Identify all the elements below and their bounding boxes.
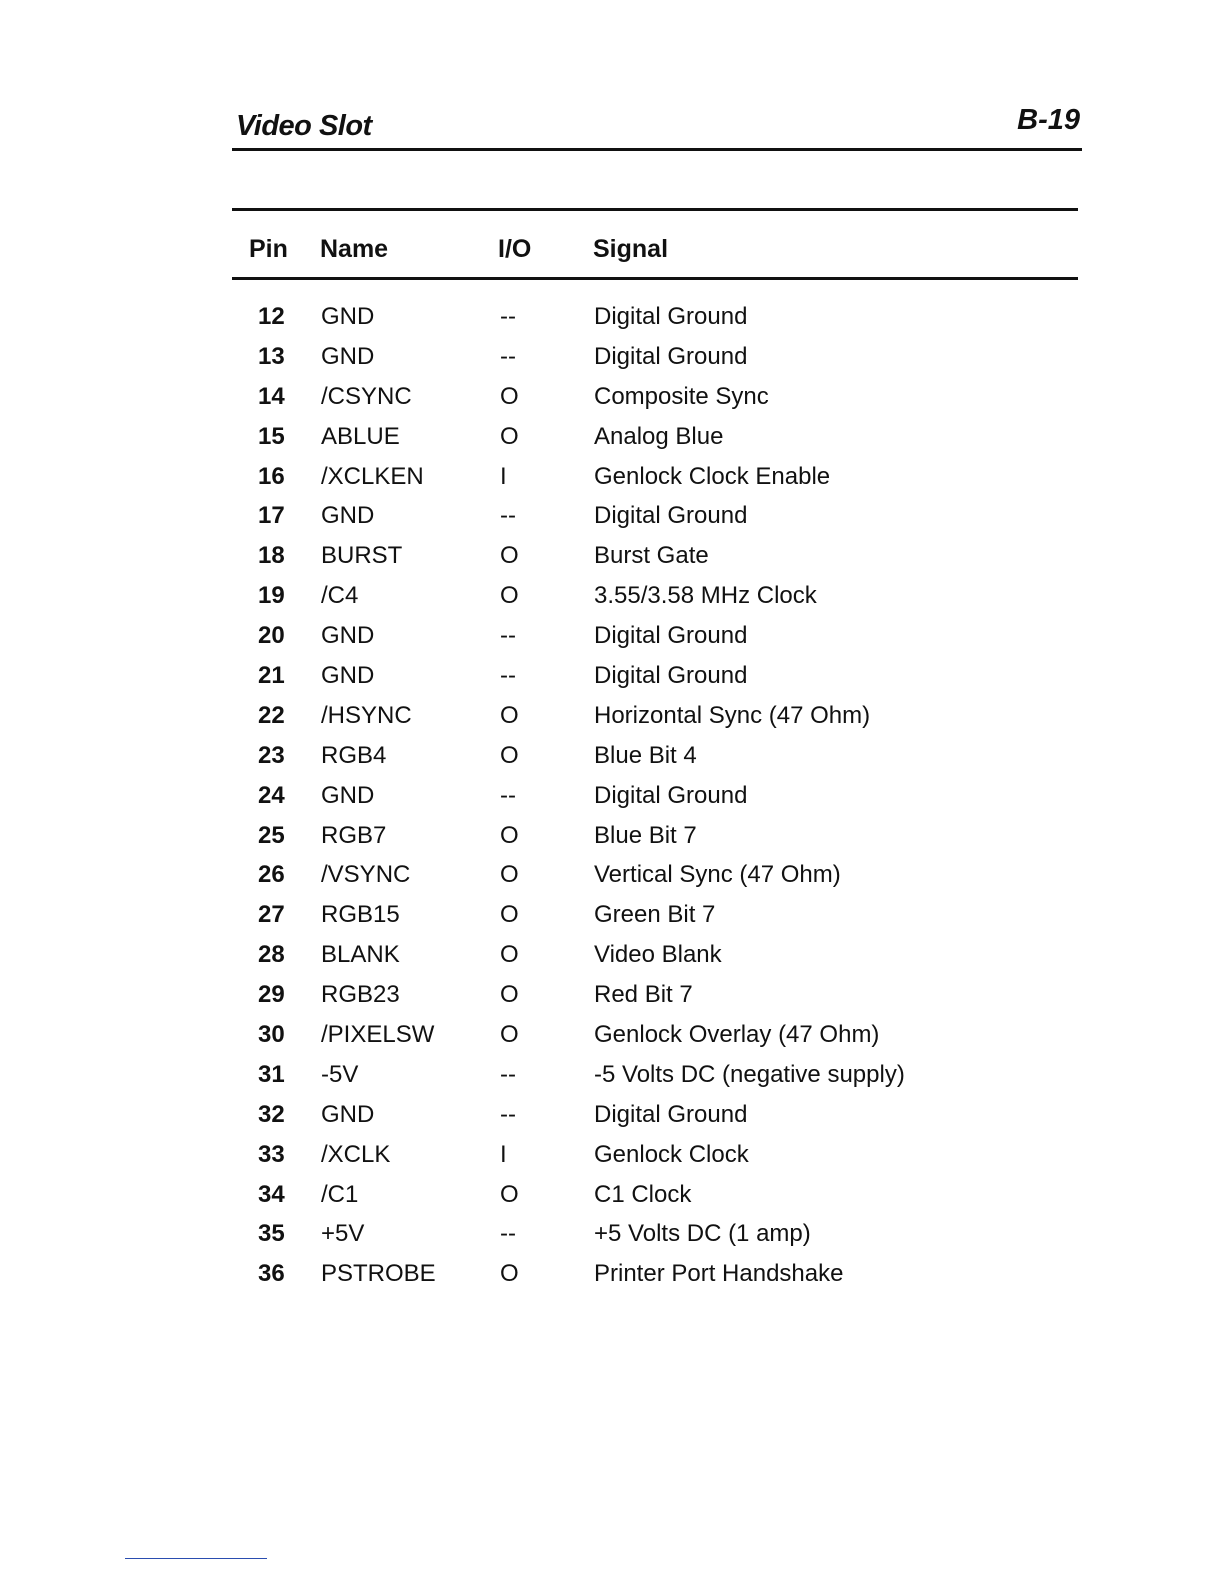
- pin-cell: 35: [258, 1220, 285, 1248]
- column-header-name: Name: [320, 235, 389, 263]
- signal-cell: +5 Volts DC (1 amp): [594, 1220, 811, 1248]
- name-cell: /PIXELSW: [321, 1021, 435, 1049]
- pin-cell: 36: [258, 1260, 285, 1288]
- io-cell: --: [500, 303, 516, 330]
- table-row: [232, 779, 1078, 819]
- io-cell: O: [500, 741, 519, 769]
- signal-cell: Digital Ground: [594, 781, 748, 809]
- table-row: [232, 978, 1078, 1018]
- name-cell: /XCLKEN: [321, 462, 424, 490]
- io-cell: O: [500, 542, 519, 570]
- io-cell: O: [500, 941, 519, 969]
- signal-cell: Printer Port Handshake: [594, 1260, 844, 1288]
- pin-cell: 33: [258, 1140, 285, 1168]
- name-cell: BURST: [321, 542, 403, 570]
- pin-cell: 23: [258, 741, 285, 769]
- pin-cell: 21: [258, 662, 285, 690]
- signal-cell: Genlock Clock: [594, 1140, 749, 1168]
- table-row: [232, 1257, 1078, 1297]
- name-cell: PSTROBE: [321, 1260, 436, 1288]
- signal-cell: Digital Ground: [594, 622, 748, 650]
- name-cell: GND: [321, 662, 375, 690]
- name-cell: RGB7: [321, 821, 387, 849]
- pin-cell: 26: [258, 861, 285, 889]
- io-cell: --: [500, 1100, 516, 1128]
- signal-cell: Composite Sync: [594, 382, 769, 410]
- signal-cell: Digital Ground: [594, 342, 748, 370]
- name-cell: +5V: [321, 1220, 365, 1248]
- io-cell: --: [500, 1220, 516, 1248]
- name-cell: GND: [321, 622, 375, 650]
- pin-cell: 31: [258, 1060, 285, 1088]
- name-cell: ABLUE: [321, 422, 400, 450]
- table-row: [232, 819, 1078, 859]
- pin-cell: 16: [258, 462, 285, 490]
- io-cell: O: [500, 701, 519, 729]
- signal-cell: Genlock Clock Enable: [594, 462, 831, 490]
- name-cell: BLANK: [321, 941, 400, 969]
- signal-cell: Digital Ground: [594, 1100, 748, 1128]
- name-cell: /VSYNC: [321, 861, 411, 889]
- pin-cell: 22: [258, 701, 285, 729]
- signal-cell: 3.55/3.58 MHz Clock: [594, 582, 817, 610]
- name-cell: /HSYNC: [321, 701, 412, 729]
- column-header-pin: Pin: [249, 235, 288, 263]
- name-cell: /XCLK: [321, 1140, 391, 1168]
- table-row: [232, 1018, 1078, 1058]
- pin-cell: 29: [258, 981, 285, 1009]
- name-cell: RGB23: [321, 981, 400, 1009]
- table-row: [232, 380, 1078, 420]
- signal-cell: C1 Clock: [594, 1180, 692, 1208]
- io-cell: I: [500, 1140, 507, 1168]
- pin-cell: 13: [258, 342, 285, 370]
- table-row: [232, 739, 1078, 779]
- pin-cell: 32: [258, 1100, 285, 1128]
- signal-cell: Digital Ground: [594, 662, 748, 690]
- name-cell: GND: [321, 342, 375, 370]
- table-row: [232, 1098, 1078, 1138]
- table-row: [232, 539, 1078, 579]
- table-row: [232, 858, 1078, 898]
- signal-cell: Analog Blue: [594, 422, 724, 450]
- signal-cell: Genlock Overlay (47 Ohm): [594, 1021, 880, 1049]
- io-cell: O: [500, 1260, 519, 1288]
- signal-cell: Green Bit 7: [594, 901, 716, 929]
- signal-cell: -5 Volts DC (negative supply): [594, 1060, 905, 1088]
- io-cell: O: [500, 821, 519, 849]
- pin-cell: 15: [258, 422, 285, 450]
- table-row: [232, 300, 1078, 340]
- io-cell: O: [500, 981, 519, 1009]
- io-cell: --: [500, 662, 516, 690]
- io-cell: O: [500, 582, 519, 610]
- pin-cell: 28: [258, 941, 285, 969]
- pin-cell: 19: [258, 582, 285, 610]
- table-body: [232, 280, 1078, 1297]
- table-row: [232, 699, 1078, 739]
- io-cell: O: [500, 901, 519, 929]
- section-title: Video Slot: [236, 110, 372, 142]
- io-cell: --: [500, 342, 516, 370]
- table-row: [232, 460, 1078, 500]
- table-row: [232, 1138, 1078, 1178]
- table-row: [232, 938, 1078, 978]
- table-row: [232, 499, 1078, 539]
- io-cell: O: [500, 1180, 519, 1208]
- pin-table: [232, 208, 1078, 1297]
- pin-cell: 27: [258, 901, 285, 929]
- table-header: [232, 208, 1078, 280]
- name-cell: GND: [321, 502, 375, 530]
- signal-cell: Vertical Sync (47 Ohm): [594, 861, 841, 889]
- name-cell: RGB15: [321, 901, 400, 929]
- pin-cell: 34: [258, 1180, 285, 1208]
- signal-cell: Horizontal Sync (47 Ohm): [594, 701, 871, 729]
- name-cell: RGB4: [321, 741, 387, 769]
- table-row: [232, 619, 1078, 659]
- signal-cell: Blue Bit 4: [594, 741, 697, 769]
- pin-cell: 20: [258, 622, 285, 650]
- page-header: [232, 104, 1082, 151]
- pin-cell: 14: [258, 382, 285, 410]
- io-cell: O: [500, 422, 519, 450]
- pin-cell: 12: [258, 303, 285, 330]
- name-cell: GND: [321, 303, 375, 330]
- table-row: [232, 579, 1078, 619]
- io-cell: I: [500, 462, 507, 490]
- io-cell: O: [500, 1021, 519, 1049]
- io-cell: --: [500, 502, 516, 530]
- signal-cell: Video Blank: [594, 941, 722, 969]
- signal-cell: Digital Ground: [594, 502, 748, 530]
- signal-cell: Red Bit 7: [594, 981, 693, 1009]
- pin-cell: 24: [258, 781, 285, 809]
- name-cell: GND: [321, 1100, 375, 1128]
- signal-cell: Digital Ground: [594, 303, 748, 330]
- table-row: [232, 898, 1078, 938]
- table-row: [232, 659, 1078, 699]
- table-row: [232, 1178, 1078, 1218]
- io-cell: --: [500, 781, 516, 809]
- pin-cell: 17: [258, 502, 285, 530]
- pin-cell: 18: [258, 542, 285, 570]
- io-cell: --: [500, 1060, 516, 1088]
- table-row: [232, 420, 1078, 460]
- io-cell: O: [500, 382, 519, 410]
- table-row: [232, 340, 1078, 380]
- pin-cell: 30: [258, 1021, 285, 1049]
- name-cell: /CSYNC: [321, 382, 412, 410]
- signal-cell: Blue Bit 7: [594, 821, 697, 849]
- name-cell: -5V: [321, 1060, 359, 1088]
- name-cell: /C1: [321, 1180, 359, 1208]
- column-header-io: I/O: [498, 235, 532, 263]
- io-cell: O: [500, 861, 519, 889]
- footnote-rule: [125, 1558, 267, 1559]
- column-header-signal: Signal: [593, 235, 669, 263]
- page-number: B-19: [1017, 104, 1080, 136]
- table-row: [232, 1058, 1078, 1098]
- io-cell: --: [500, 622, 516, 650]
- name-cell: GND: [321, 781, 375, 809]
- signal-cell: Burst Gate: [594, 542, 709, 570]
- name-cell: /C4: [321, 582, 359, 610]
- table-row: [232, 1217, 1078, 1257]
- pin-cell: 25: [258, 821, 285, 849]
